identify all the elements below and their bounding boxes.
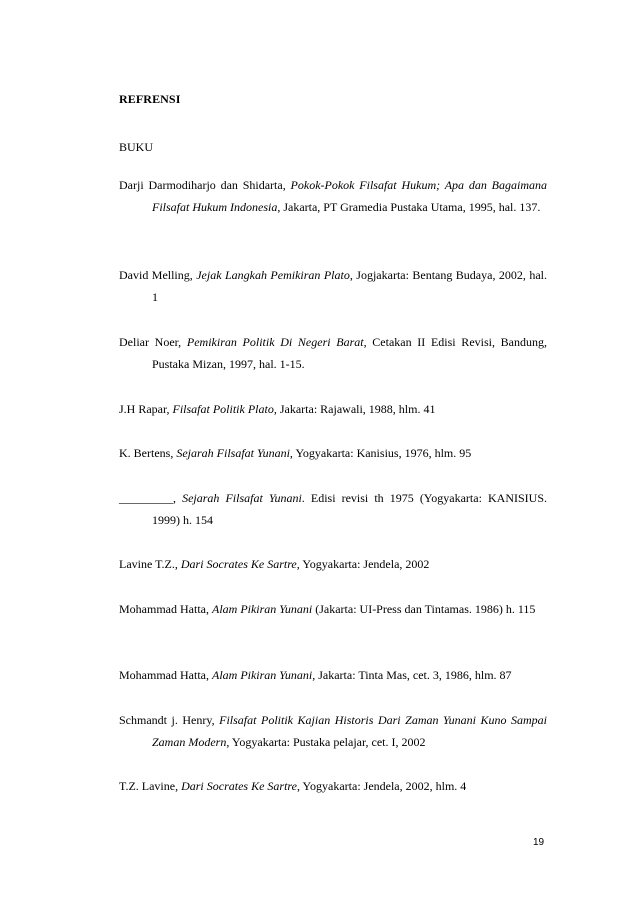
reference-entry <box>119 775 547 797</box>
reference-title: Filsafat Politik Plato <box>172 402 274 416</box>
reference-author: Darji Darmodiharjo dan Shidarta, <box>119 178 291 192</box>
reference-title: Dari Socrates Ke Sartre <box>181 779 297 793</box>
reference-author: Mohammad Hatta, <box>119 668 212 682</box>
reference-author: T.Z. Lavine, <box>119 779 182 793</box>
reference-author: Lavine T.Z., <box>119 557 181 571</box>
reference-title: Alam Pikiran Yunani <box>211 602 313 616</box>
reference-entry <box>119 331 547 375</box>
reference-details: (Jakarta: UI-Press dan Tintamas. 1986) h. 115 <box>312 602 536 616</box>
reference-author: David Melling, <box>119 268 197 282</box>
reference-details: , Jakarta: Rajawali, 1988, hlm. 41 <box>273 402 436 416</box>
reference-author: Deliar Noer, <box>119 335 187 349</box>
reference-title: Dari Socrates Ke Sartre <box>180 557 297 571</box>
reference-details: , Yogyakarta: Jendela, 2002 <box>296 557 430 571</box>
page-title: REFRENSI <box>119 92 181 106</box>
reference-title: Pokok-Pokok Filsafat Hukum; Apa dan Bagaimana Filsafat Hukum Indonesia <box>152 178 547 214</box>
reference-details: , Cetakan II Edisi Revisi, Bandung, Pustaka Mizan, 1997, hal. 1-15. <box>152 335 547 371</box>
reference-entry <box>119 709 547 753</box>
reference-entry <box>119 442 547 464</box>
reference-author: Schmandt j. Henry, <box>119 713 220 727</box>
reference-details: , Yogyakarta: Kanisius, 1976, hlm. 95 <box>289 446 472 460</box>
reference-details: . Edisi revisi th 1975 (Yogyakarta: KANISIUS. 1999) h. 154 <box>152 491 547 527</box>
reference-details: , Yogyakarta: Jendela, 2002, hlm. 4 <box>296 779 467 793</box>
reference-title: Pemikiran Politik Di Negeri Barat <box>186 335 364 349</box>
reference-details: , Yogyakarta: Pustaka pelajar, cet. I, 2002 <box>226 735 426 749</box>
reference-details: , Jakarta: Tinta Mas, cet. 3, 1986, hlm. 87 <box>312 668 512 682</box>
reference-title: Sejarah Filsafat Yunani <box>176 446 290 460</box>
reference-author: J.H Rapar, <box>119 402 173 416</box>
reference-title: Alam Pikiran Yunani <box>211 668 313 682</box>
reference-entry <box>119 487 547 531</box>
reference-details: , Jakarta, PT Gramedia Pustaka Utama, 1995, hal. 137. <box>277 200 541 214</box>
reference-author: Mohammad Hatta, <box>119 602 212 616</box>
reference-title: Sejarah Filsafat Yunani <box>182 491 302 505</box>
reference-title: Filsafat Politik Kajian Historis Dari Zaman Yunani Kuno Sampai Zaman Modern <box>152 713 547 749</box>
reference-entry <box>119 398 547 420</box>
reference-title: Jejak Langkah Pemikiran Plato <box>196 268 350 282</box>
reference-details: , Jogjakarta: Bentang Budaya, 2002, hal. 1 <box>152 268 548 304</box>
page-number: 19 <box>533 837 545 848</box>
reference-entry <box>119 598 547 620</box>
reference-author: K. Bertens, <box>119 446 177 460</box>
reference-entry <box>119 264 547 308</box>
reference-entry <box>119 553 547 575</box>
reference-entry <box>119 174 547 218</box>
reference-entry <box>119 664 547 686</box>
section-heading: BUKU <box>119 140 154 154</box>
reference-author: _________, <box>119 491 183 505</box>
